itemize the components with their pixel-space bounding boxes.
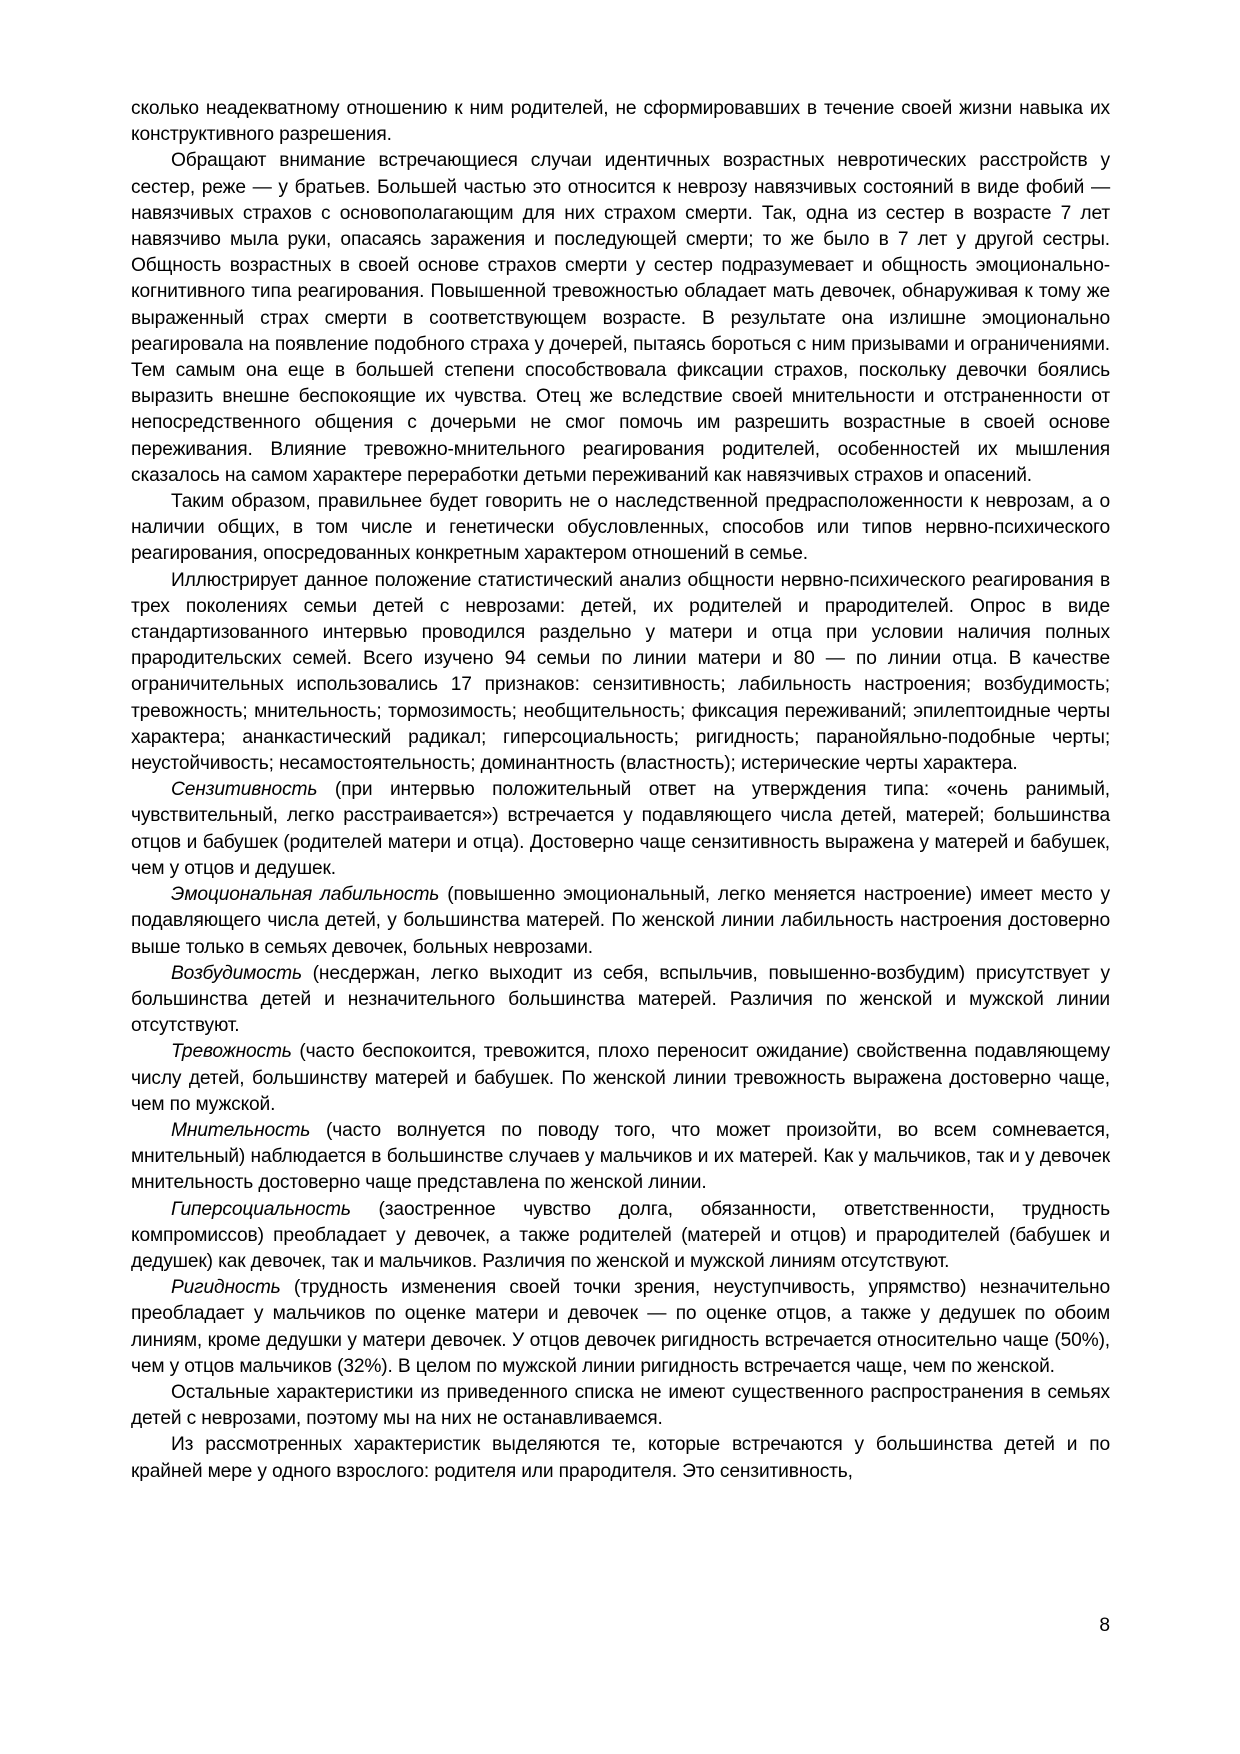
paragraph-2: Обращают внимание встречающиеся случаи идентичных возрастных невротических расстройств у сестер, реже — у братьев. Большей частью это относится к неврозу навязчивых состояний в виде фобий — навязчивых страхов с основополагающим для них страхом смерти. Так, одна из сестер в возрасте 7 лет навязчиво мыла руки, опасаясь заражения и последующей смерти; то же было в 7 лет у другой сестры. Общность возрастных в своей основе страхов смерти у сестер подразумевает и общность эмоционально-когнитивного типа реагирования. Повышенной тревожностью обладает мать девочек, обнаруживая к тому же выраженный страх смерти в соответствующем возрасте. В результате она излишне эмоционально реагировала на появление подобного страха у дочерей, пытаясь бороться с ним призывами и ограничениями. Тем самым она еще в большей степени способствовала фиксации страхов, поскольку девочки боялись выразить внешне беспокоящие их чувства. Отец же вследствие своей мнительности и отстраненности от непосредственного общения с дочерьми не смог помочь им разрешить возрастные в своей основе переживания. Влияние тревожно-мнительного реагирования родителей, особенностей их мышления сказалось на самом характере переработки детьми переживаний как навязчивых страхов и опасений. (131, 150, 1110, 486)
paragraph-8-trevozhnost (131, 1039, 1110, 1118)
paragraph-3: Таким образом, правильнее будет говорить не о наследственной предрасположенности к неврозам, а о наличии общих, в том числе и генетически обусловленных, способов или типов нервно-психического реагирования, опосредованных конкретным характером отношений в семье. (131, 491, 1110, 565)
term-senzitivnost: Сензитивность (171, 779, 318, 801)
paragraph-9-mnitelnost (131, 1118, 1110, 1197)
term-gipersocialnost: Гиперсоциальность (171, 1198, 351, 1220)
term-rigidnost: Ригидность (171, 1277, 281, 1299)
paragraph-6-emocionalnaya-labilnost (131, 882, 1110, 961)
paragraph-10-gipersocialnost (131, 1197, 1110, 1276)
paragraph-13: Из рассмотренных характеристик выделяются те, которые встречаются у большинства детей и по крайней мере у одного взрослого: родителя или прародителя. Это сензитивность, (131, 1434, 1110, 1482)
paragraph-1: сколько неадекватному отношению к ним родителей, не сформировавших в течение своей жизни навыка их конструктивного разрешения. (131, 98, 1110, 146)
paragraph-4: Иллюстрирует данное положение статистический анализ общности нервно-психического реагирования в трех поколениях семьи детей с неврозами: детей, их родителей и прародителей. Опрос в виде стандартизованного интервью проводился раздельно у матери и отца при условии наличия полных прародительских семей. Всего изучено 94 семьи по линии матери и 80 — по линии отца. В качестве ограничительных использовались 17 признаков: сензитивность; лабильность настроения; возбудимость; тревожность; мнительность; тормозимость; необщительность; фиксация переживаний; эпилептоидные черты характера; ананкастический радикал; гиперсоциальность; ригидность; паранойяльно-подобные черты; неустойчивость; несамостоятельность; доминантность (властность); истерические черты характера. (131, 569, 1110, 775)
term-vozbudimost: Возбудимость (171, 962, 302, 984)
term-emocionalnaya-labilnost: Эмоциональная лабильность (171, 884, 440, 906)
page-text-body (131, 96, 1110, 1485)
paragraph-10-body: (заостренное чувство долга, обязанности, ответственности, трудность компромиссов) преобладает у девочек, а также родителей (матерей и отцов) и прародителей (бабушек и дедушек) как девочек, так и мальчиков. Различия по женской и мужской линиям отсутствуют. (131, 1198, 1110, 1272)
paragraph-8-body: (часто беспокоится, тревожится, плохо переносит ожидание) свойственна подавляющему числу детей, большинству матерей и бабушек. По женской линии тревожность выражена достоверно чаще, чем по мужской. (131, 1041, 1110, 1115)
paragraph-6-body: (повышенно эмоциональный, легко меняется настроение) имеет место у подавляющего числа детей, у большинства матерей. По женской линии лабильность настроения достоверно выше только в семьях девочек, больных неврозами. (131, 884, 1110, 958)
paragraph-11-body: (трудность изменения своей точки зрения, неуступчивость, упрямство) незначительно преобладает у мальчиков по оценке матери и девочек — по оценке отцов, а также у дедушек по обоим линиям, кроме дедушки у матери девочек. У отцов девочек ригидность встречается относительно чаще (50%), чем у отцов мальчиков (32%). В целом по мужской линии ригидность встречается чаще, чем по женской. (131, 1277, 1110, 1377)
paragraph-5-senzitivnost (131, 777, 1110, 882)
page-number: 8 (1099, 1615, 1110, 1636)
paragraph-5-body: (при интервью положительный ответ на утверждения типа: «очень ранимый, чувствительный, легко расстраивается») встречается у подавляющего числа детей, матерей; большинства отцов и бабушек (родителей матери и отца). Достоверно чаще сензитивность выражена у матерей и бабушек, чем у отцов и дедушек. (131, 779, 1110, 879)
term-mnitelnost: Мнительность (171, 1119, 311, 1141)
paragraph-12: Остальные характеристики из приведенного списка не имеют существенного распространения в семьях детей с неврозами, поэтому мы на них не останавливаемся. (131, 1381, 1110, 1430)
paragraph-7-body: (несдержан, легко выходит из себя, вспыльчив, повышенно-возбудим) присутствует у большинства детей и незначительного большинства матерей. Различия по женской и мужской линии отсутствуют. (131, 962, 1110, 1037)
paragraph-7-vozbudimost (131, 961, 1110, 1040)
paragraph-11-rigidnost (131, 1275, 1110, 1380)
term-trevozhnost: Тревожность (171, 1041, 292, 1063)
paragraph-9-body: (часто волнуется по поводу того, что может произойти, во всем сомневается, мнительный) наблюдается в большинстве случаев у мальчиков и их матерей. Как у мальчиков, так и у девочек мнительность достоверно чаще представлена по женской линии. (131, 1119, 1110, 1194)
